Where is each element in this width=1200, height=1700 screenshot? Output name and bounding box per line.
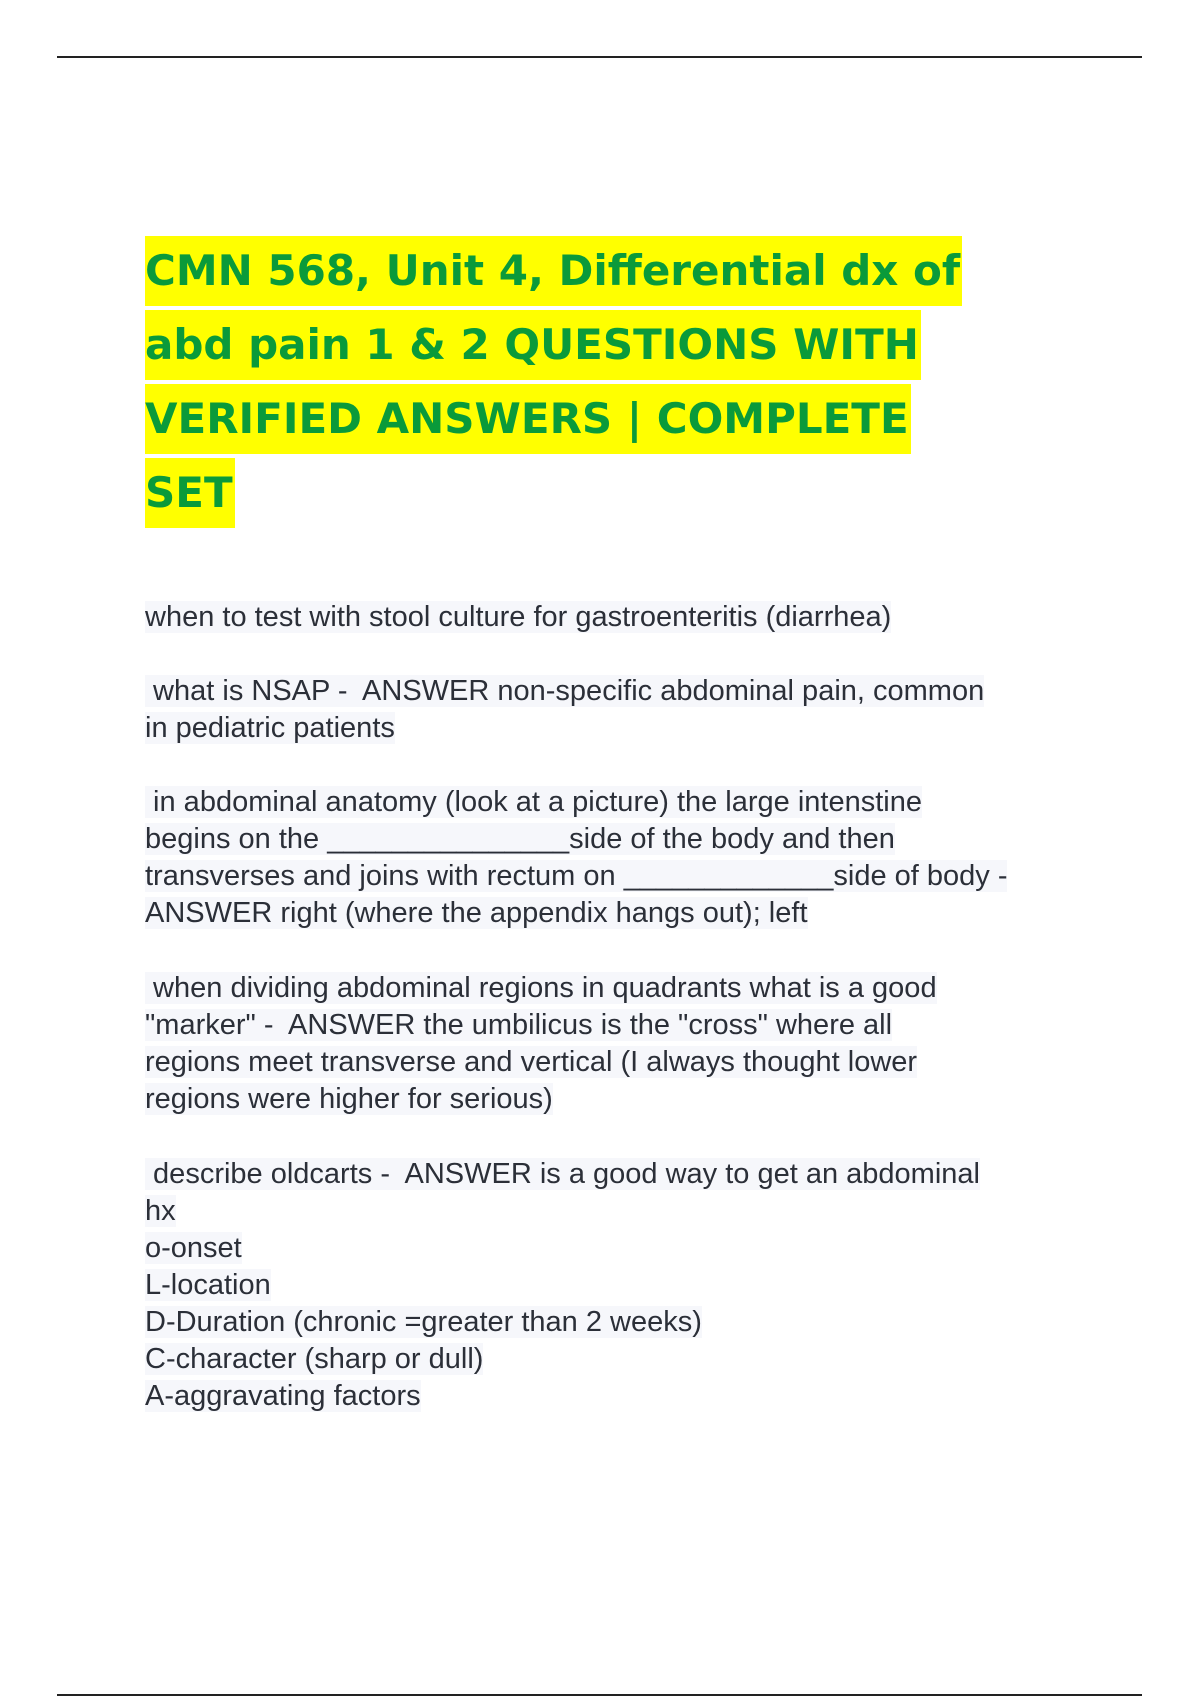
qa-line: transverses and joins with rectum on _____________side of body - — [145, 860, 1008, 892]
qa-line: D-Duration (chronic =greater than 2 weeks) — [145, 1306, 702, 1338]
qa-line: regions were higher for serious) — [145, 1083, 553, 1115]
qa-line: o-onset — [145, 1232, 242, 1264]
qa-item — [145, 1156, 1095, 1415]
title-line: abd pain 1 & 2 QUESTIONS WITH — [145, 310, 921, 380]
qa-line: ANSWER right (where the appendix hangs out); left — [145, 897, 808, 929]
qa-line: regions meet transverse and vertical (I always thought lower — [145, 1046, 918, 1078]
qa-line: C-character (sharp or dull) — [145, 1343, 484, 1375]
qa-line: begins on the _______________side of the body and then — [145, 823, 895, 855]
qa-item — [145, 970, 1095, 1118]
qa-line: A-aggravating factors — [145, 1380, 421, 1412]
qa-line: describe oldcarts - ANSWER is a good way to get an abdominal — [145, 1158, 980, 1190]
qa-line: "marker" - ANSWER the umbilicus is the "cross" where all — [145, 1009, 893, 1041]
bottom-rule — [57, 1694, 1142, 1696]
qa-item — [145, 784, 1095, 932]
qa-item — [145, 599, 1095, 636]
qa-line: L-location — [145, 1269, 271, 1301]
title-line: VERIFIED ANSWERS | COMPLETE — [145, 384, 911, 454]
qa-item — [145, 673, 1095, 747]
qa-line: when to test with stool culture for gastroenteritis (diarrhea) — [145, 601, 892, 633]
qa-line: hx — [145, 1195, 176, 1227]
qa-line: in abdominal anatomy (look at a picture) the large intenstine — [145, 786, 922, 818]
document-title — [145, 234, 1065, 530]
title-line: CMN 568, Unit 4, Differential dx of — [145, 236, 962, 306]
top-rule — [57, 56, 1142, 58]
title-line: SET — [145, 458, 235, 528]
qa-line: in pediatric patients — [145, 712, 395, 744]
qa-line: when dividing abdominal regions in quadrants what is a good — [145, 972, 937, 1004]
qa-line: what is NSAP - ANSWER non-specific abdominal pain, common — [145, 675, 985, 707]
